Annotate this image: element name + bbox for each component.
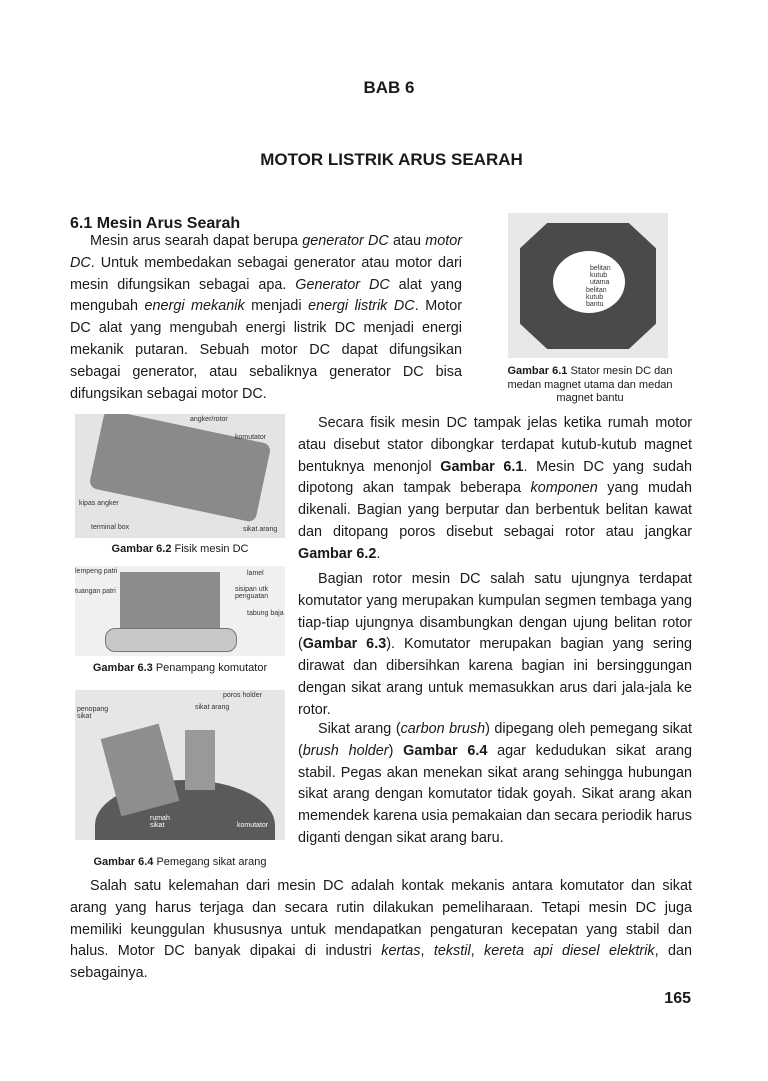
figure-label: rumah sikat: [150, 815, 170, 829]
figure-caption: Gambar 6.1 Stator mesin DC dan medan magnet utama dan medan magnet bantu: [507, 365, 673, 404]
emphasis-text: carbon brush: [400, 721, 486, 737]
figure-label: angker/rotor: [190, 416, 228, 423]
figure-label: belitan kutub utama: [590, 265, 611, 286]
text-run: . Mesin DC yang sudah dipotong akan tampak beberapa: [298, 458, 692, 497]
figure-stator-image: [508, 213, 668, 358]
text-run: ): [388, 742, 404, 759]
emphasis-text: generator DC: [302, 233, 389, 249]
figure-label: penopang sikat: [77, 706, 109, 720]
text-run: ,: [420, 943, 434, 960]
figure-label: lamel: [247, 570, 264, 577]
text-run: ,: [470, 943, 485, 960]
emphasis-text: brush holder: [302, 742, 389, 759]
figure-label: tabung baja: [247, 610, 284, 617]
section-heading: 6.1 Mesin Arus Searah: [70, 215, 241, 232]
chapter-title: MOTOR LISTRIK ARUS SEARAH: [260, 150, 523, 169]
text-run: atau: [388, 233, 426, 249]
text-run: Mesin arus searah dapat berupa: [90, 233, 303, 249]
paragraph: [70, 231, 462, 405]
figure-caption: Gambar 6.2 Fisik mesin DC: [111, 543, 249, 555]
chapter-heading: BAB 6: [363, 78, 415, 97]
figure-label: komutator: [237, 822, 269, 829]
emphasis-text: Generator DC: [295, 276, 390, 293]
page-number: 165: [664, 990, 691, 1007]
text-run: Secara fisik mesin DC tampak jelas ketika rumah motor atau disebut stator dibongkar terdapat kutub-kutub magnet bentuknya menonjol: [298, 415, 692, 475]
figure-label: belitan kutub bantu: [586, 287, 607, 308]
text-run: Bagian rotor mesin DC salah satu ujungnya terdapat komutator yang merupakan kumpulan segmen tembaga yang tiap-tiap ujungnya disambungkan dengan ujung belitan rotor (: [298, 571, 692, 653]
emphasis-text: motor DC: [70, 233, 462, 271]
paragraph: [298, 569, 692, 722]
emphasis-text: tekstil: [433, 943, 471, 960]
figure-dc-machine-image: [75, 414, 285, 538]
text-run: alat yang mengubah: [70, 276, 462, 315]
paragraph: [298, 719, 692, 850]
text-run: ) dipegang oleh pemegang sikat (: [298, 721, 692, 759]
figure-label: poros holder: [223, 692, 262, 699]
paragraph: [298, 413, 692, 566]
emphasis-text: energi mekanik: [144, 298, 245, 315]
figure-label: komutator: [235, 434, 267, 441]
emphasis-text: energi listrik DC: [308, 298, 415, 315]
text-run: yang mudah dikenali. Bagian yang berputar dan berbentuk belitan kawat dan ditopang poros disebut sebagai rotor atau jangkar: [298, 480, 693, 540]
text-run: menjadi: [244, 298, 309, 315]
figure-caption: Gambar 6.3 Penampang komutator: [92, 662, 268, 674]
figure-label: tuangan patri: [75, 588, 116, 595]
text-run: . Motor DC alat yang mengubah energi listrik DC menjadi energi mekanik putaran. Sebuah motor DC dapat difungsikan sebagai generator, atau sebaliknya generator DC bisa difungsikan sebagai motor DC.: [70, 298, 462, 402]
text-run: . Untuk membedakan sebagai generator atau motor dari mesin difungsikan sebagai apa.: [70, 254, 462, 293]
figure-label: lempeng patri: [75, 568, 118, 575]
emphasis-text: kertas: [381, 943, 421, 960]
figure-label: sikat arang: [243, 526, 278, 533]
text-run: Salah satu kelemahan dari mesin DC adalah kontak mekanis antara komutator dan sikat arang yang harus terjaga dan secara rutin dilakukan pemeliharaan. Tetapi mesin DC juga memiliki keunggulan khususnya untuk mendapatkan pengaturan kecepatan yang stabil dan halus. Motor DC banyak dipakai di industri: [70, 878, 692, 960]
figure-label: terminal box: [91, 524, 130, 531]
figure-reference: Gambar 6.4: [403, 742, 488, 759]
text-run: Sikat arang (: [318, 721, 401, 737]
figure-label: sisipan utk penguatan: [235, 586, 269, 600]
figure-brush-holder-image: [75, 690, 285, 840]
text-run: .: [376, 545, 381, 562]
figure-commutator-image: [75, 566, 285, 656]
figure-reference: Gambar 6.1: [440, 458, 524, 475]
figure-reference: Gambar 6.2: [298, 545, 377, 562]
emphasis-text: kereta api diesel elektrik: [484, 943, 655, 960]
figure-caption: Gambar 6.4 Pemegang sikat arang: [93, 856, 267, 868]
emphasis-text: komponen: [530, 480, 598, 497]
text-run: ). Komutator merupakan bagian yang sering dirawat dan dibersihkan karena bagian ini bersinggungan dengan sikat arang untuk memasukkan arus dari jala-jala ke rotor.: [298, 636, 693, 718]
text-run: agar kedudukan sikat arang stabil. Pegas akan menekan sikat arang sehingga hubungan sikat arang dengan komutator tidak goyah. Sikat arang akan memendek karena usia pemakaian dan secara periodik harus diganti dengan sikat arang baru.: [298, 742, 693, 846]
paragraph: [70, 876, 692, 985]
figure-label: kipas angker: [79, 500, 119, 507]
figure-reference: Gambar 6.3: [302, 636, 387, 653]
figure-label: sikat arang: [195, 704, 230, 711]
text-run: , dan sebagainya.: [70, 943, 692, 982]
